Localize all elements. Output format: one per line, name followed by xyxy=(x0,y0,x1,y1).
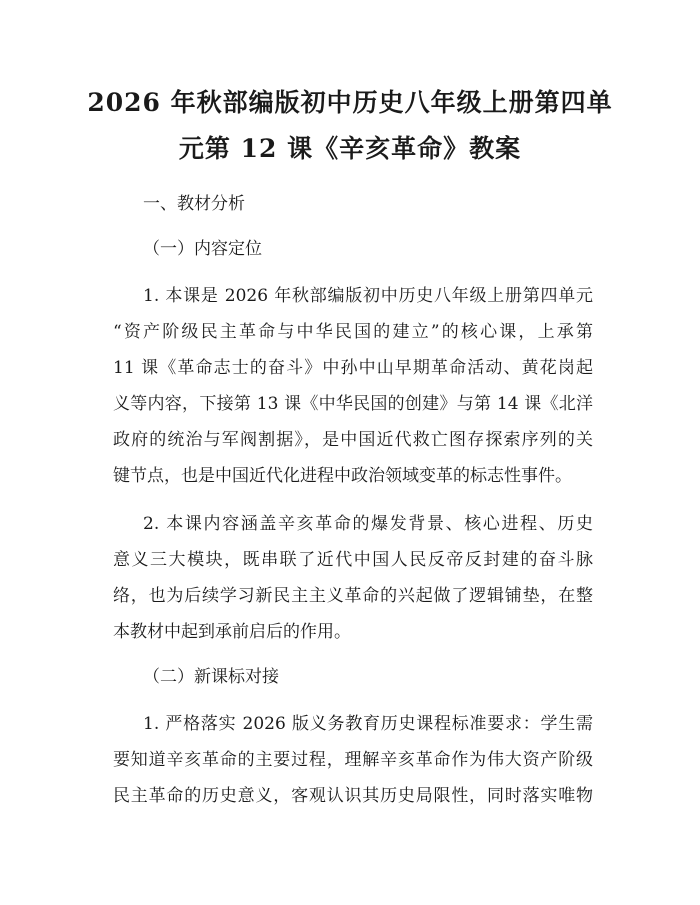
paragraph-line: 意义三大模块，既串联了近代中国人民反帝反封建的奋斗脉 xyxy=(113,550,593,570)
paragraph-line: 键节点，也是中国近代化进程中政治领域变革的标志性事件。 xyxy=(113,466,572,486)
paragraph-line: 政府的统治与军阀割据》，是中国近代救亡图存探索序列的关 xyxy=(113,430,593,450)
section-heading-teaching-material-analysis: 一、教材分析 xyxy=(143,194,245,214)
paragraph-line: 本教材中起到承前启后的作用。 xyxy=(113,622,351,642)
subsection-heading-content-positioning: （一）内容定位 xyxy=(143,239,262,259)
subsection-heading-curriculum-standards: （二）新课标对接 xyxy=(143,667,279,687)
paragraph-line: 2. 本课内容涵盖辛亥革命的爆发背景、核心进程、历史 xyxy=(143,514,593,534)
paragraph-line: 民主革命的历史意义，客观认识其历史局限性，同时落实唯物 xyxy=(113,786,593,806)
paragraph-line: 11 课《革命志士的奋斗》中孙中山早期革命活动、黄花岗起 xyxy=(113,358,593,378)
paragraph-line: 要知道辛亥革命的主要过程，理解辛亥革命作为伟大资产阶级 xyxy=(113,750,593,770)
paragraph-line: “资产阶级民主革命与中华民国的建立”的核心课，上承第 xyxy=(113,322,593,342)
document-title-line-1: 2026 年秋部编版初中历史八年级上册第四单 xyxy=(87,88,613,117)
paragraph-line: 1. 严格落实 2026 版义务教育历史课程标准要求：学生需 xyxy=(143,714,593,734)
document-title-line-2: 元第 12 课《辛亥革命》教案 xyxy=(178,134,522,163)
paragraph-line: 1. 本课是 2026 年秋部编版初中历史八年级上册第四单元 xyxy=(143,286,593,306)
paragraph-line: 络，也为后续学习新民主主义革命的兴起做了逻辑铺垫，在整 xyxy=(113,586,593,606)
paragraph-line: 义等内容，下接第 13 课《中华民国的创建》与第 14 课《北洋 xyxy=(113,394,593,414)
